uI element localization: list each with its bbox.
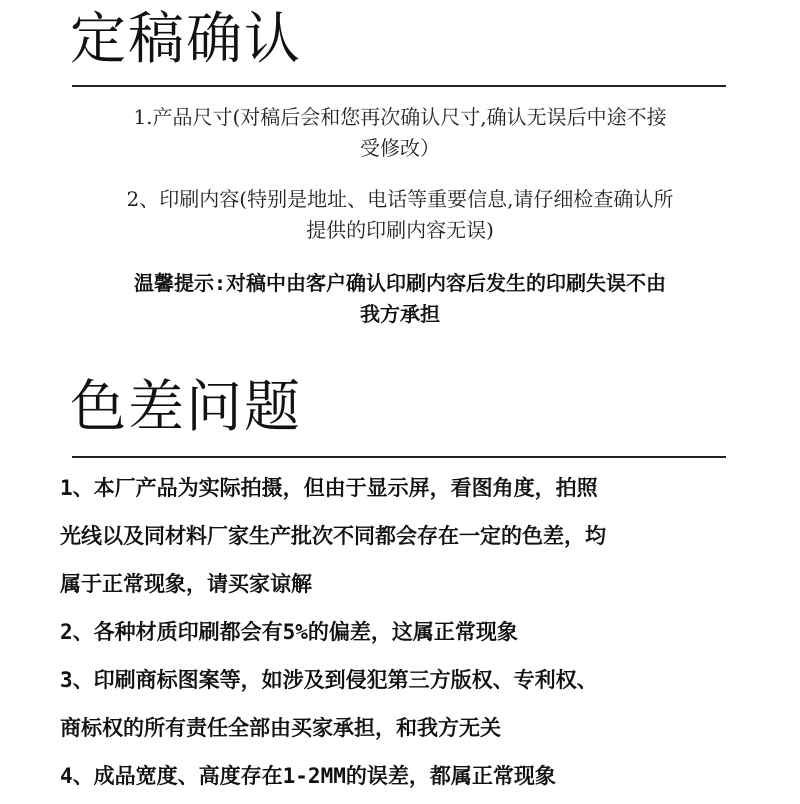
section-title-confirmation: 定稿确认 <box>70 7 302 72</box>
warm-tip <box>60 268 740 330</box>
confirmation-item-content <box>60 184 740 246</box>
title-divider <box>72 456 726 458</box>
section-title-color-difference: 色差问题 <box>70 375 302 440</box>
tip-line: 温馨提示:对稿中由客户确认印刷内容后发生的印刷失误不由 <box>133 271 667 295</box>
item-line: 提供的印刷内容无误) <box>306 218 494 242</box>
item-line: 2、印刷内容(特别是地址、电话等重要信息,请仔细检查确认所 <box>126 187 674 211</box>
item-line: 1.产品尺寸(对稿后会和您再次确认尺寸,确认无误后中途不接 <box>133 105 667 129</box>
tip-line: 我方承担 <box>360 302 440 326</box>
list-line: 商标权的所有责任全部由买家承担，和我方无关 <box>60 716 501 740</box>
list-line: 1、本厂产品为实际拍摄，但由于显示屏，看图角度，拍照 <box>60 476 598 500</box>
list-line: 3、印刷商标图案等，如涉及到侵犯第三方版权、专利权、 <box>60 668 598 692</box>
list-line: 光线以及同材料厂家生产批次不同都会存在一定的色差，均 <box>60 524 606 548</box>
list-line: 2、各种材质印刷都会有5%的偏差，这属正常现象 <box>60 620 518 644</box>
item-line: 受修改） <box>360 136 440 160</box>
title-divider <box>72 85 726 87</box>
color-difference-list <box>60 464 740 800</box>
list-line: 属于正常现象，请买家谅解 <box>60 572 312 596</box>
list-line: 4、成品宽度、高度存在1-2MM的误差，都属正常现象 <box>60 764 556 788</box>
confirmation-item-size <box>60 102 740 164</box>
